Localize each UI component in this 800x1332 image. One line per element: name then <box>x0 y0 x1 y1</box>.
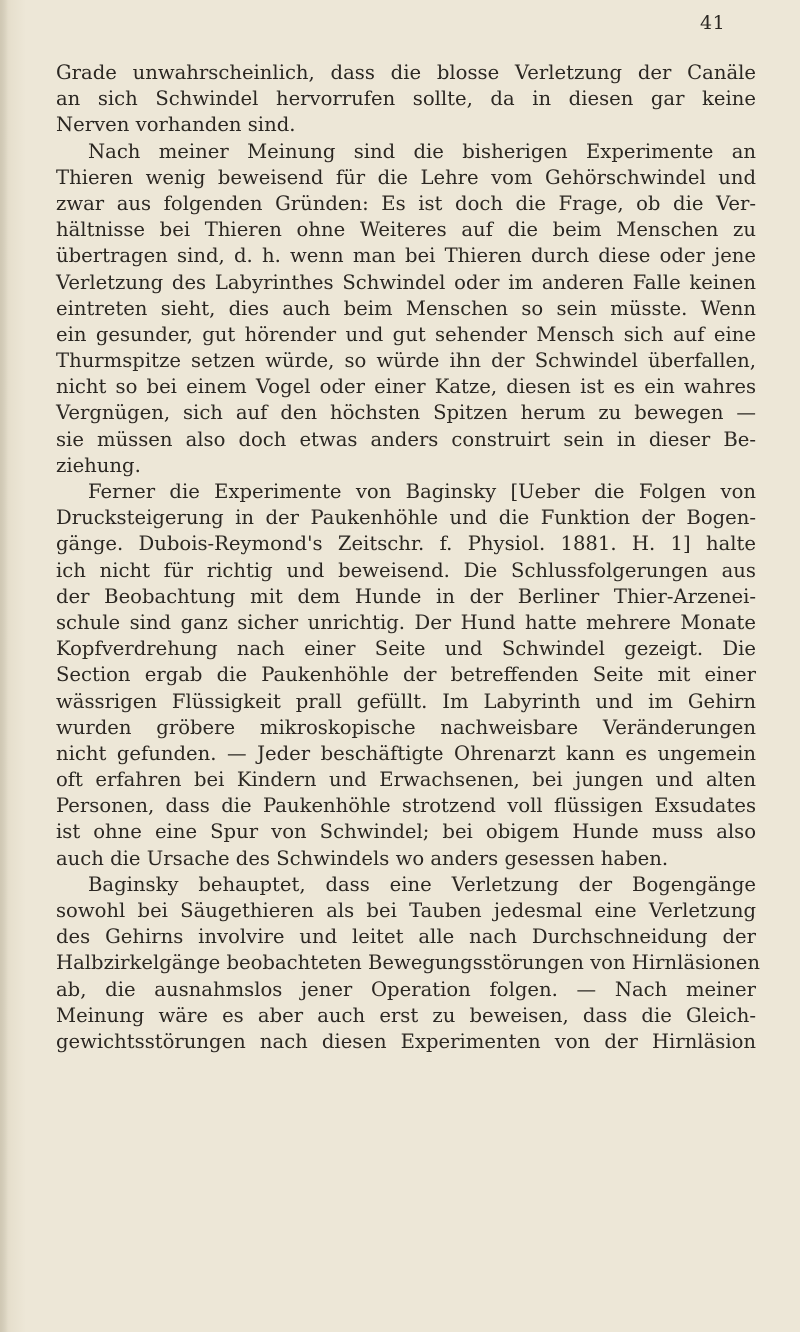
text-line: Baginsky behauptet, dass eine Verletzung der Bogengänge <box>88 872 756 896</box>
text-line: der Beobachtung mit dem Hunde in der Berliner Thier-Arzenei- <box>56 584 756 608</box>
text-line: sowohl bei Säugethieren als bei Tauben jedesmal eine Verletzung <box>56 899 756 922</box>
text-line: ziehung. <box>56 453 141 477</box>
text-line: zwar aus folgenden Gründen: Es ist doch die Frage, ob die Ver- <box>56 191 756 215</box>
text-line: Kopfverdrehung nach einer Seite und Schwindel gezeigt. Die <box>56 637 756 661</box>
text-line: Nach meiner Meinung sind die bisherigen Experimente an <box>88 139 756 163</box>
text-line: Nerven vorhanden sind. <box>56 113 296 137</box>
text-line: Section ergab die Paukenhöhle der betreffenden Seite mit einer <box>56 663 756 687</box>
page-edge-shadow <box>0 0 8 1332</box>
text-line: hältnisse bei Thieren ohne Weiteres auf die beim Menschen zu <box>56 218 756 242</box>
text-line: Grade unwahrscheinlich, dass die blosse Verletzung der Canäle <box>56 61 756 84</box>
text-line: auch die Ursache des Schwindels wo anders gesessen haben. <box>56 846 669 870</box>
text-line: Halbzirkelgänge beobachteten Bewegungsstörungen von Hirnläsionen <box>56 951 761 975</box>
text-line: ich nicht für richtig und beweisend. Die Schlussfolgerungen aus <box>56 558 756 582</box>
text-line: an sich Schwindel hervorrufen sollte, da in diesen gar keine <box>56 87 756 111</box>
text-line: gewichtsstörungen nach diesen Experimenten von der Hirnläsion <box>56 1029 756 1053</box>
page-number: 41 <box>700 12 726 34</box>
text-line: Thurmspitze setzen würde, so würde ihn der Schwindel überfallen, <box>56 349 756 373</box>
text-line: ist ohne eine Spur von Schwindel; bei obigem Hunde muss also <box>56 820 756 844</box>
text-line: nicht gefunden. — Jeder beschäftigte Ohrenarzt kann es ungemein <box>56 741 756 765</box>
text-line: ein gesunder, gut hörender und gut sehender Mensch sich auf eine <box>56 322 756 346</box>
text-line: Ferner die Experimente von Baginsky [Ueber die Folgen von <box>88 480 756 503</box>
text-line: Personen, dass die Paukenhöhle strotzend voll flüssigen Exsudates <box>56 794 756 818</box>
text-line: wurden gröbere mikroskopische nachweisbare Veränderungen <box>56 715 756 739</box>
text-line: nicht so bei einem Vogel oder einer Katze, diesen ist es ein wahres <box>56 375 756 399</box>
text-line: wässrigen Flüssigkeit prall gefüllt. Im Labyrinth und im Gehirn <box>56 689 756 713</box>
text-line: oft erfahren bei Kindern und Erwachsenen, bei jungen und alten <box>56 768 756 792</box>
text-line: sie müssen also doch etwas anders construirt sein in dieser Be- <box>56 427 756 451</box>
text-line: übertragen sind, d. h. wenn man bei Thieren durch diese oder jene <box>56 244 756 268</box>
text-line: gänge. Dubois-Reymond's Zeitschr. f. Physiol. 1881. H. 1] halte <box>56 532 756 556</box>
text-line: eintreten sieht, dies auch beim Menschen so sein müsste. Wenn <box>56 296 756 320</box>
text-line: Drucksteigerung in der Paukenhöhle und die Funktion der Bogen- <box>56 506 756 530</box>
text-line: des Gehirns involvire und leitet alle nach Durchschneidung der <box>56 925 756 949</box>
text-line: Meinung wäre es aber auch erst zu beweisen, dass die Gleich- <box>56 1003 756 1027</box>
text-line: ab, die ausnahmslos jener Operation folgen. — Nach meiner <box>56 977 756 1001</box>
text-line: schule sind ganz sicher unrichtig. Der Hund hatte mehrere Monate <box>56 610 756 634</box>
text-line: Vergnügen, sich auf den höchsten Spitzen herum zu bewegen — <box>56 401 756 425</box>
body-text <box>56 60 761 1055</box>
text-line: Verletzung des Labyrinthes Schwindel oder im anderen Falle keinen <box>56 270 756 294</box>
text-line: Thieren wenig beweisend für die Lehre vom Gehörschwindel und <box>56 165 756 189</box>
